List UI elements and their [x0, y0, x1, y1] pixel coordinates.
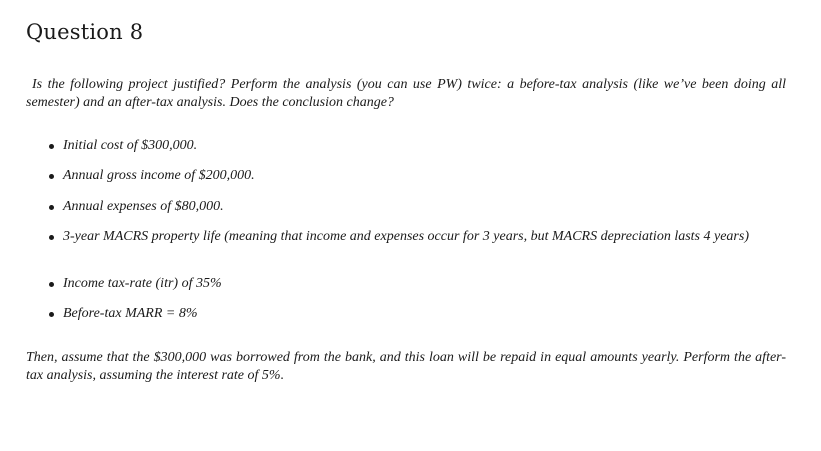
bullet-dot-icon: [49, 282, 54, 287]
question-intro-paragraph: [26, 76, 786, 112]
list-item-text: Income tax-rate (itr) of 35%: [63, 276, 222, 291]
list-item-tax-rate: [26, 275, 786, 293]
list-item-gross-income: [26, 167, 786, 185]
bullet-dot-icon: [49, 174, 54, 179]
list-item-marr: [26, 305, 786, 323]
list-item-initial-cost: [26, 137, 786, 155]
bullet-dot-icon: [49, 205, 54, 210]
list-item-text: Annual expenses of $80,000.: [63, 199, 224, 214]
list-item-text: Initial cost of $300,000.: [63, 138, 198, 153]
bullet-dot-icon: [49, 312, 54, 317]
list-item-text: 3-year MACRS property life (meaning that income and expenses occur for 3 years, but MACRS depreciation lasts 4 years): [63, 229, 749, 244]
list-item-text: Annual gross income of $200,000.: [63, 168, 255, 183]
question-intro-text: Is the following project justified? Perform the analysis (you can use PW) twice: a before-tax analysis (like we’ve been doing all semester) and an after-tax analysis. Does the conclusion change?: [26, 77, 786, 110]
list-item-text: Before-tax MARR = 8%: [63, 306, 198, 321]
list-item-macrs-life: [26, 228, 786, 246]
question-followup-paragraph: [26, 349, 786, 385]
question-title: Question 8: [26, 20, 144, 44]
list-item-expenses: [26, 198, 786, 216]
question-followup-text: Then, assume that the $300,000 was borrowed from the bank, and this loan will be repaid in equal amounts yearly. Perform the after-tax analysis, assuming the interest rate of 5%.: [26, 350, 786, 383]
bullet-dot-icon: [49, 235, 54, 240]
bullet-dot-icon: [49, 144, 54, 149]
